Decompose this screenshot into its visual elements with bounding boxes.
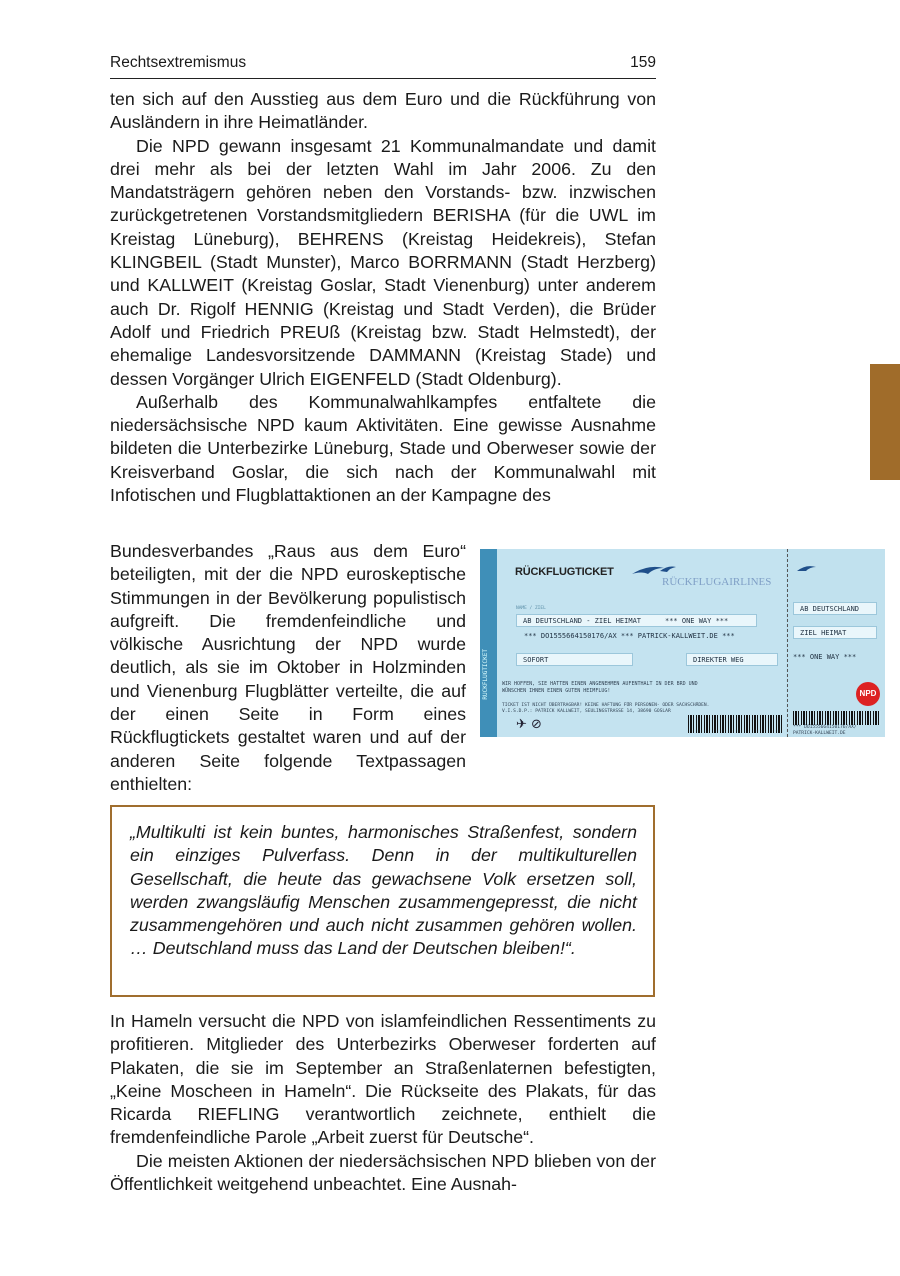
section-title: Rechtsextremismus bbox=[110, 54, 247, 71]
route-field bbox=[516, 614, 757, 627]
ticket-stub bbox=[789, 549, 885, 737]
running-header bbox=[110, 54, 656, 79]
ticket-code-line: *** DO1555664150176/AX *** PATRICK-KALLWEIT.DE *** bbox=[524, 632, 735, 640]
chapter-tab-marker bbox=[870, 364, 900, 480]
ticket-message-2: WÜNSCHEN IHNEN EINEN GUTEN HEIMFLUG! bbox=[502, 688, 611, 694]
quote-box: „Multikulti ist kein buntes, harmonisches Straßenfest, sondern ein einziges Pulverfass. Denn in der multikulturellen Gesellschaft, die heute das gewachsene Volk ersetzen soll, werden zwangsläufig Menschen zusammengepresst, die nicht zusammengehören und auch nicht zusammen gehören wollen. … Deutschland muss das Land der Deutschen bleiben!“. bbox=[110, 805, 655, 997]
ticket-message-1: WIR HOFFEN, SIE HATTEN EINEN ANGENEHMEN AUFENTHALT IN DER BRD UND bbox=[502, 681, 698, 687]
ticket-side-strip bbox=[480, 549, 497, 737]
return-ticket-flyer-image bbox=[480, 549, 885, 737]
stub-site: PATRICK-KALLWEIT.DE bbox=[793, 731, 846, 736]
paragraph: ten sich auf den Ausstieg aus dem Euro und die Rückführung von Ausländern in ihre Heimatländer. bbox=[110, 89, 656, 133]
paragraph: Die NPD gewann insgesamt 21 Kommunalmandate und damit drei mehr als bei der letzten Wahl im Jahr 2006. Zu den Mandatsträgern gehören neben den Vorstands- bzw. inzwischen zurückgetretenen Vorstandsmitgliedern BERISHA (für die UWL im Kreistag Lüneburg), BEHRENS (Kreistag Heidekreis), Stefan KLINGBEIL (Stadt Munster), Marco BORRMANN (Stadt Herzberg) und KALLWEIT (Kreistag Goslar, Stadt Vienenburg) unter anderem auch Dr. Rigolf HENNIG (Kreistag und Stadt Verden), die Brüder Adolf und Friedrich PREUß (Kreistag bzw. Stadt Helmstedt), der ehemalige Landesvorsitzende DAMMANN (Kreistag Stade) und dessen Vorgänger Ulrich EIGENFELD (Stadt Oldenburg). bbox=[110, 135, 656, 389]
one-way-text: *** ONE WAY *** bbox=[665, 617, 729, 625]
paragraph: Außerhalb des Kommunalwahlkampfes entfaltete die niedersächsische NPD kaum Aktivitäten. Eine gewisse Ausnahme bildeten die Unterbezirke Lüneburg, Stade und Oberweser sowie der Kreisverband Goslar, die sich nach der Kommunalwahl mit Infotischen und Flugblattaktionen an der Kampagne des bbox=[110, 391, 656, 506]
perforation-line bbox=[787, 549, 788, 737]
body-text-top bbox=[110, 88, 656, 507]
route-text: AB DEUTSCHLAND - ZIEL HEIMAT bbox=[523, 617, 642, 625]
body-text-bottom bbox=[110, 1010, 656, 1196]
side-label: RÜCKFLUGTICKET bbox=[482, 649, 489, 700]
ticket-title: RÜCKFLUGTICKET bbox=[515, 566, 614, 578]
page-number: 159 bbox=[630, 54, 656, 71]
paragraph-wrapped: Bundesverbandes „Raus aus dem Euro“ beteiligten, mit der die NPD euroskeptische Stimmungen in der Bevölkerung populistisch aufgreift. Die fremdenfeindliche und völkische Ausrichtung der NPD wurde deutlich, als sie im Oktober in Holzminden und Vienenburg Flugblätter verteilte, die auf der einen Seite in Form eines Rückflugtickets gestaltet waren und auf der anderen Seite folgende Textpassagen enthielten: bbox=[110, 541, 466, 794]
via-field: DIREKTER WEG bbox=[686, 653, 778, 666]
paragraph: Die meisten Aktionen der niedersächsischen NPD blieben von der Öffentlichkeit weitgehend unbeachtet. Eine Ausnah- bbox=[110, 1150, 656, 1195]
ticket-barcode bbox=[688, 715, 784, 733]
stub-from-field: AB DEUTSCHLAND bbox=[793, 602, 877, 615]
ticket-fineprint-2: V.I.S.D.P.: PATRICK KALLWEIT, SEULINGSTRASSE 14, 38690 GOSLAR bbox=[502, 709, 671, 714]
stub-barcode bbox=[793, 711, 881, 725]
stub-logo-icon bbox=[796, 563, 826, 573]
npd-badge: NPD bbox=[856, 682, 880, 706]
ticket-fineprint-1: TICKET IST NICHT ÜBERTRAGBAR! KEINE HAFTUNG FÜR PERSONEN- ODER SACHSCHÄDEN. bbox=[502, 703, 710, 708]
stub-to-field: ZIEL HEIMAT bbox=[793, 626, 877, 639]
field-label: NAME / ZIEL bbox=[516, 606, 546, 611]
departure-field: SOFORT bbox=[516, 653, 633, 666]
plane-icon: ✈ ⊘ bbox=[516, 717, 542, 732]
paragraph: In Hameln versucht die NPD von islamfeindlichen Ressentiments zu profitieren. Mitglieder des Unterbezirks Oberweser forderten auf Plakaten, die sie im September an Straßenlaternen befestigten, „Keine Moscheen in Hameln“. Die Rückseite des Plakats, für das Ricarda RIEFLING verantwortlich zeichnete, enthielt die fremdenfeindliche Parole „Arbeit zuerst für Deutsche“. bbox=[110, 1011, 656, 1148]
stub-code: *** DO1555664150176/AX/ bbox=[793, 725, 857, 730]
stub-one-way: *** ONE WAY *** bbox=[793, 653, 857, 661]
airline-name: RÜCKFLUGAIRLINES bbox=[662, 576, 772, 588]
